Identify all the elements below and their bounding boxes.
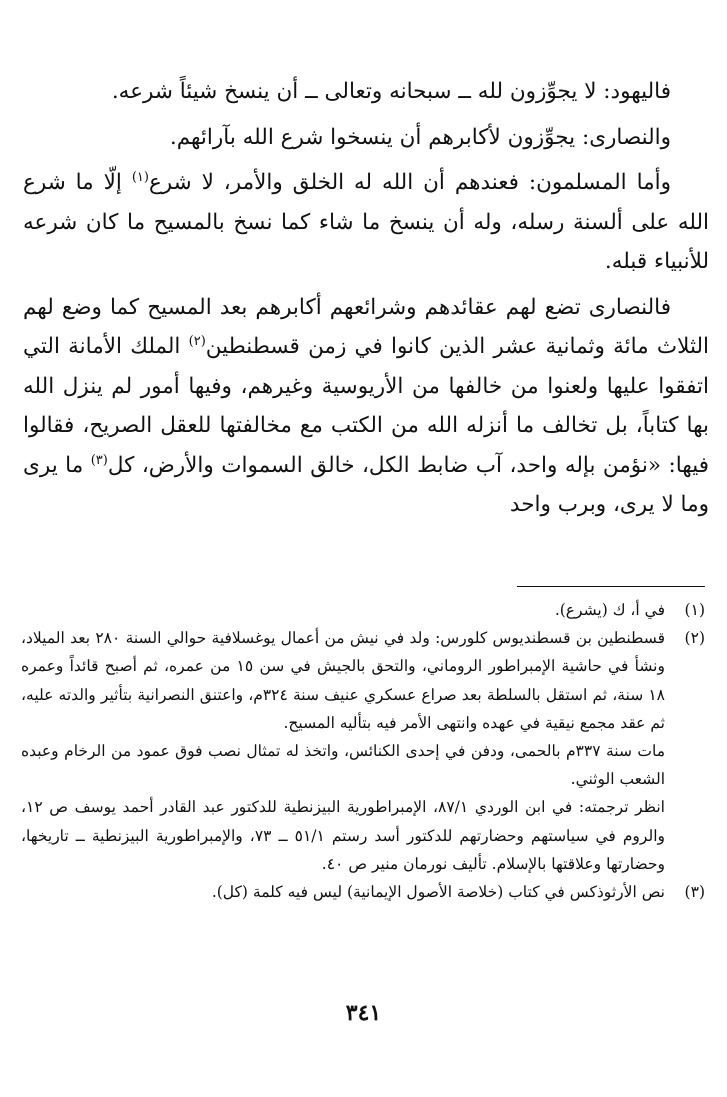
- footnote-text: في أ، ك (يشرع).: [554, 601, 665, 619]
- footnote-number: (١): [684, 601, 705, 619]
- footnote-number: (٣): [684, 883, 705, 902]
- footnote-1: [21, 596, 705, 624]
- paragraph-creed-text-b: الملك الأمانة التي اتفقوا عليها ولعنوا من خالفها من الأريوسية وغيرهم، وفيها أمور لم ينزل الله بها كتاباً، بل تخالف ما أنزله الله من الكتب مع مخالفتها للعقل الصريح، فقالوا فيها: «نؤمن بإله واحد، آب ضابط الكل، خالق السموات والأرض، كل: [23, 334, 709, 478]
- paragraph-muslims: [23, 163, 709, 282]
- paragraph-creed-text-c: ما يرى وما لا يرى، وبرب واحد: [23, 452, 709, 517]
- footnote-number: (٢): [684, 629, 705, 648]
- footnotes: [21, 596, 705, 906]
- footnote-text: قسطنطين بن قسطنديوس كلورس: ولد في نيش من أعمال يوغسلافية حوالي السنة ٢٨٠ بعد الميلاد، ونشأ في حاشية الإمبراطور الروماني، والتحق بالجيش في سن ١٥ من عمره، ثم أصبح قائداً وعمره ١٨ سنة، ثم استقل بالسلطة بعد صراع عسكري عنيف سنة ٣٢٤م، واعتنق النصرانية بتأثير والدته عليه، ثم عقد مجمع نيقية في عهده وانتهى الأمر فيه بتأليه المسيح.: [21, 629, 665, 732]
- footnote-divider: [517, 586, 705, 587]
- footnote-2: [21, 624, 705, 878]
- paragraph-creed-text-a: فالنصارى تضع لهم عقائدهم وشرائعهم أكابرهم بعد المسيح كما وضع لهم الثلاث مائة وثمانية عشر الذين كانوا في زمن قسطنطين: [23, 294, 709, 359]
- footnote-ref-1[interactable]: (١): [131, 169, 149, 185]
- footnote-ref-2[interactable]: (٢): [188, 333, 206, 349]
- footnote-text: انظر ترجمته: في ابن الوردي ٨٧/١، الإمبراطورية البيزنطية للدكتور عبد القادر أحمد يوسف ص ١٢، والروم في سياستهم وحضارتهم للدكتور أسد رستم ٥١/١ ــ ٧٣، والإمبراطورية البيزنطية ــ تاريخها، وحضارتها وعلاقتها بالإسلام. تأليف نورمان منير ص ٤٠.: [21, 798, 665, 873]
- paragraph-creed: [23, 288, 709, 525]
- page-number: ٣٤١: [345, 1000, 382, 1026]
- footnote-3: [21, 878, 705, 906]
- paragraph-jews: فاليهود: لا يجوِّزون لله ــ سبحانه وتعالى ــ أن ينسخ شيئاً شرعه.: [111, 79, 671, 104]
- main-text: [23, 72, 709, 531]
- paragraph-christians: والنصارى: يجوِّزون لأكابرهم أن ينسخوا شرع الله بآرائهم.: [169, 124, 671, 150]
- footnote-body: [21, 624, 665, 878]
- paragraph-muslims-text-b: إلّا ما شرع الله على ألسنة رسله، وله أن ينسخ ما شاء كما نسخ بالمسيح ما كان شرعه للأنبياء قبله.: [23, 170, 709, 274]
- footnote-body: [21, 596, 665, 624]
- footnote-text: مات سنة ٣٣٧م بالحمى، ودفن في إحدى الكنائس، واتخذ له تمثال نصب فوق عمود من الرخام وعبده الشعب الوثني.: [21, 742, 666, 789]
- paragraph-muslims-text-a: وأما المسلمون: فعندهم أن الله له الخلق والأمر، لا شرع: [148, 170, 672, 195]
- footnote-text: نص الأرثوذكس في كتاب (خلاصة الأصول الإيمانية) ليس فيه كلمة (كل).: [211, 883, 665, 902]
- footnote-body: [21, 878, 665, 906]
- footnote-ref-3[interactable]: (٣): [90, 452, 108, 468]
